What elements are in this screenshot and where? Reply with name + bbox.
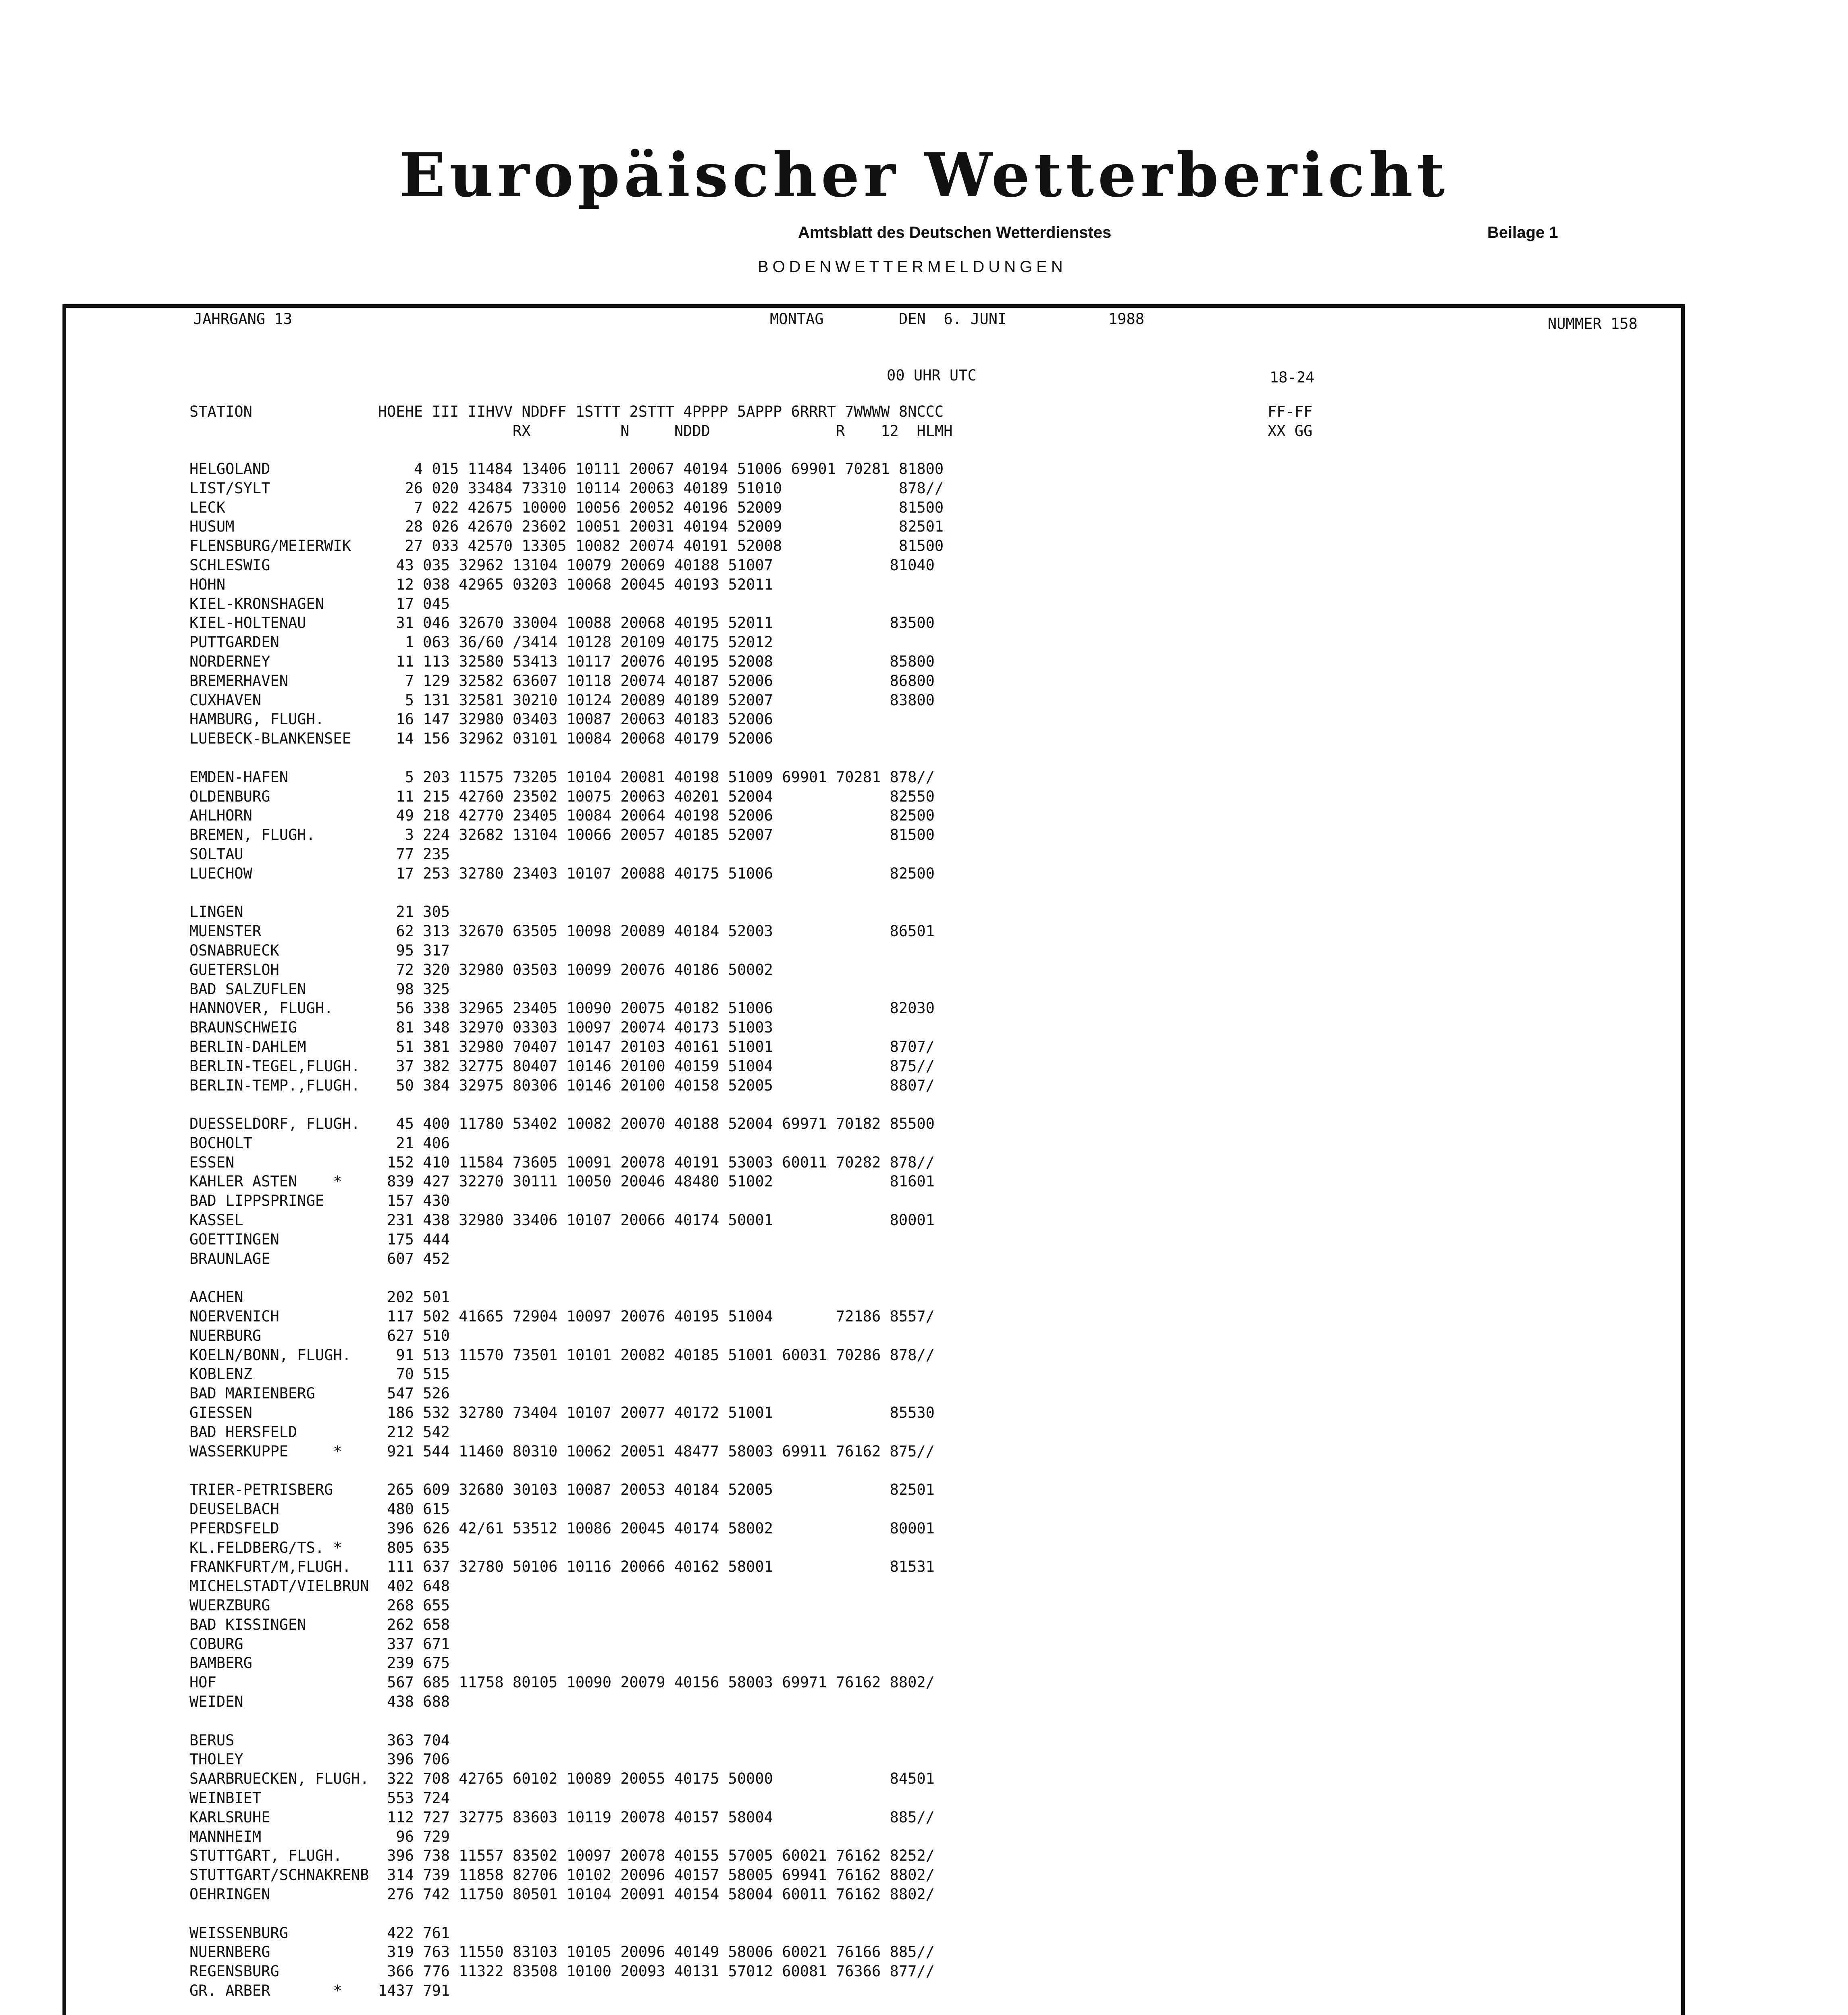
station-row: BOCHOLT 21 406 bbox=[189, 1134, 450, 1152]
station-row: STUTTGART/SCHNAKRENB 314 739 11858 82706 10102 20096 40157 58005 69941 76162 8802/ bbox=[189, 1866, 935, 1884]
station-row: HANNOVER, FLUGH. 56 338 32965 23405 10090 20075 40182 51006 82030 bbox=[189, 999, 935, 1017]
station-row: KOBLENZ 70 515 bbox=[189, 1365, 450, 1383]
section-title: BODENWETTERMELDUNGEN bbox=[758, 258, 1067, 276]
masthead-title: Europäischer Wetterbericht bbox=[399, 140, 1449, 211]
group-spacer bbox=[189, 883, 944, 903]
station-row: BAMBERG 239 675 bbox=[189, 1654, 450, 1672]
station-row: HELGOLAND 4 015 11484 13406 10111 20067 40194 51006 69901 70281 81800 bbox=[189, 460, 944, 478]
station-row: BRAUNLAGE 607 452 bbox=[189, 1250, 450, 1267]
station-row: LIST/SYLT 26 020 33484 73310 10114 20063 40189 51010 878// bbox=[189, 479, 944, 497]
station-row: OEHRINGEN 276 742 11750 80501 10104 20091 40154 58004 60011 76162 8802/ bbox=[189, 1885, 935, 1903]
station-row: MICHELSTADT/VIELBRUN 402 648 bbox=[189, 1577, 450, 1595]
station-row: BAD HERSFELD 212 542 bbox=[189, 1423, 450, 1441]
station-row: TRIER-PETRISBERG 265 609 32680 30103 10087 20053 40184 52005 82501 bbox=[189, 1481, 935, 1499]
station-row: REGENSBURG 366 776 11322 83508 10100 20093 40131 57012 60081 76366 877// bbox=[189, 1963, 935, 1980]
station-row: CUXHAVEN 5 131 32581 30210 10124 20089 40189 52007 83800 bbox=[189, 691, 935, 709]
station-row: DUESSELDORF, FLUGH. 45 400 11780 53402 10082 20070 40188 52004 69971 70182 85500 bbox=[189, 1115, 935, 1133]
station-row: LUEBECK-BLANKENSEE 14 156 32962 03101 10084 20068 40179 52006 bbox=[189, 730, 773, 748]
station-row: SCHLESWIG 43 035 32962 13104 10079 20069 40188 51007 81040 bbox=[189, 556, 935, 574]
station-row: HOF 567 685 11758 80105 10090 20079 40156 58003 69971 76162 8802/ bbox=[189, 1674, 935, 1691]
masthead-subtitle: Amtsblatt des Deutschen Wetterdienstes bbox=[798, 224, 1112, 241]
station-row: COBURG 337 671 bbox=[189, 1635, 450, 1653]
station-row: BAD MARIENBERG 547 526 bbox=[189, 1385, 450, 1402]
group-spacer bbox=[189, 2000, 944, 2015]
station-row: SAARBRUECKEN, FLUGH. 322 708 42765 60102 10089 20055 40175 50000 84501 bbox=[189, 1770, 935, 1788]
station-row: HAMBURG, FLUGH. 16 147 32980 03403 10087 20063 40183 52006 bbox=[189, 710, 773, 728]
group-spacer bbox=[189, 748, 944, 768]
station-row: PUTTGARDEN 1 063 36/60 /3414 10128 20109 40175 52012 bbox=[189, 634, 773, 651]
station-row: MANNHEIM 96 729 bbox=[189, 1828, 450, 1845]
station-row: KIEL-KRONSHAGEN 17 045 bbox=[189, 595, 450, 613]
station-row: PFERDSFELD 396 626 42/61 53512 10086 20045 40174 58002 80001 bbox=[189, 1519, 935, 1537]
station-row: GOETTINGEN 175 444 bbox=[189, 1230, 450, 1248]
group-spacer bbox=[189, 1461, 944, 1480]
station-row: KIEL-HOLTENAU 31 046 32670 33004 10088 20068 40195 52011 83500 bbox=[189, 614, 935, 632]
station-row: HOHN 12 038 42965 03203 10068 20045 40193 52011 bbox=[189, 575, 773, 593]
station-row: LINGEN 21 305 bbox=[189, 903, 450, 921]
station-row: WUERZBURG 268 655 bbox=[189, 1597, 450, 1614]
station-row: SOLTAU 77 235 bbox=[189, 845, 450, 863]
obs-time: 00 UHR UTC bbox=[887, 367, 977, 384]
station-row: KAHLER ASTEN * 839 427 32270 30111 10050 20046 48480 51002 81601 bbox=[189, 1173, 935, 1190]
station-row: KOELN/BONN, FLUGH. 91 513 11570 73501 10101 20082 40185 51001 60031 70286 878// bbox=[189, 1346, 935, 1364]
station-row: GIESSEN 186 532 32780 73404 10107 20077 40172 51001 85530 bbox=[189, 1404, 935, 1422]
station-row: NUERBURG 627 510 bbox=[189, 1327, 450, 1344]
station-row: BAD KISSINGEN 262 658 bbox=[189, 1616, 450, 1633]
group-spacer bbox=[189, 1095, 944, 1114]
jahrgang: JAHRGANG 13 bbox=[193, 310, 293, 328]
report-year: 1988 bbox=[1108, 310, 1145, 328]
station-row: FRANKFURT/M,FLUGH. 111 637 32780 50106 10116 20066 40162 58001 81531 bbox=[189, 1558, 935, 1576]
station-row: BERLIN-DAHLEM 51 381 32980 70407 10147 20103 40161 51001 8707/ bbox=[189, 1038, 935, 1055]
station-row: LUECHOW 17 253 32780 23403 10107 20088 40175 51006 82500 bbox=[189, 864, 935, 882]
station-row: BRAUNSCHWEIG 81 348 32970 03303 10097 20074 40173 51003 bbox=[189, 1019, 773, 1037]
report-date: DEN 6. JUNI bbox=[899, 310, 1007, 328]
nummer: NUMMER 158 bbox=[1548, 315, 1638, 332]
time-range: 18-24 bbox=[1270, 369, 1315, 386]
station-row: STUTTGART, FLUGH. 396 738 11557 83502 10097 20078 40155 57005 60021 76162 8252/ bbox=[189, 1847, 935, 1865]
station-row: GR. ARBER * 1437 791 bbox=[189, 1982, 450, 1999]
column-header-1: STATION HOEHE III IIHVV NDDFF 1STTT 2STTT 4PPPP 5APPP 6RRRT 7WWWW 8NCCC bbox=[189, 403, 944, 420]
station-row: THOLEY 396 706 bbox=[189, 1751, 450, 1768]
station-row: BREMERHAVEN 7 129 32582 63607 10118 20074 40187 52006 86800 bbox=[189, 672, 935, 690]
station-row: EMDEN-HAFEN 5 203 11575 73205 10104 20081 40198 51009 69901 70281 878// bbox=[189, 768, 935, 786]
station-row: AHLHORN 49 218 42770 23405 10084 20064 40198 52006 82500 bbox=[189, 807, 935, 825]
station-row: BERLIN-TEMP.,FLUGH. 50 384 32975 80306 10146 20100 40158 52005 8807/ bbox=[189, 1076, 935, 1094]
station-row: NUERNBERG 319 763 11550 83103 10105 20096 40149 58006 60021 76166 885// bbox=[189, 1943, 935, 1961]
station-row: NOERVENICH 117 502 41665 72904 10097 20076 40195 51004 72186 8557/ bbox=[189, 1308, 935, 1325]
station-row: BREMEN, FLUGH. 3 224 32682 13104 10066 20057 40185 52007 81500 bbox=[189, 826, 935, 844]
station-table bbox=[189, 459, 944, 2015]
station-row: MUENSTER 62 313 32670 63505 10098 20089 40184 52003 86501 bbox=[189, 922, 935, 940]
group-spacer bbox=[189, 1268, 944, 1288]
station-row: FLENSBURG/MEIERWIK 27 033 42570 13305 10082 20074 40191 52008 81500 bbox=[189, 537, 944, 555]
weekday: MONTAG bbox=[770, 310, 824, 328]
column-extra-1: FF-FF bbox=[1268, 403, 1313, 420]
station-row: HUSUM 28 026 42670 23602 10051 20031 40194 52009 82501 bbox=[189, 518, 944, 536]
beilage-label: Beilage 1 bbox=[1487, 224, 1558, 241]
station-row: BAD LIPPSPRINGE 157 430 bbox=[189, 1192, 450, 1210]
station-row: OLDENBURG 11 215 42760 23502 10075 20063 40201 52004 82550 bbox=[189, 787, 935, 805]
station-row: ESSEN 152 410 11584 73605 10091 20078 40191 53003 60011 70282 878// bbox=[189, 1153, 935, 1171]
station-row: OSNABRUECK 95 317 bbox=[189, 941, 450, 959]
station-row: KL.FELDBERG/TS. * 805 635 bbox=[189, 1539, 450, 1556]
station-row: WEIDEN 438 688 bbox=[189, 1693, 450, 1710]
station-row: NORDERNEY 11 113 32580 53413 10117 20076 40195 52008 85800 bbox=[189, 652, 935, 670]
station-row: WEINBIET 553 724 bbox=[189, 1789, 450, 1807]
station-row: BAD SALZUFLEN 98 325 bbox=[189, 980, 450, 998]
station-row: BERUS 363 704 bbox=[189, 1731, 450, 1749]
column-extra-2: XX GG bbox=[1268, 422, 1313, 440]
station-row: AACHEN 202 501 bbox=[189, 1288, 450, 1306]
group-spacer bbox=[189, 1904, 944, 1924]
station-row: KARLSRUHE 112 727 32775 83603 10119 20078 40157 58004 885// bbox=[189, 1808, 935, 1826]
station-row: WASSERKUPPE * 921 544 11460 80310 10062 20051 48477 58003 69911 76162 875// bbox=[189, 1442, 935, 1460]
station-row: KASSEL 231 438 32980 33406 10107 20066 40174 50001 80001 bbox=[189, 1211, 935, 1229]
station-row: BERLIN-TEGEL,FLUGH. 37 382 32775 80407 10146 20100 40159 51004 875// bbox=[189, 1057, 935, 1075]
station-row: LECK 7 022 42675 10000 10056 20052 40196 52009 81500 bbox=[189, 499, 944, 516]
column-header-2: RX N NDDD R 12 HLMH bbox=[189, 422, 953, 440]
station-row: DEUSELBACH 480 615 bbox=[189, 1500, 450, 1518]
station-row: GUETERSLOH 72 320 32980 03503 10099 20076 40186 50002 bbox=[189, 961, 773, 978]
group-spacer bbox=[189, 1712, 944, 1731]
station-row: WEISSENBURG 422 761 bbox=[189, 1924, 450, 1942]
